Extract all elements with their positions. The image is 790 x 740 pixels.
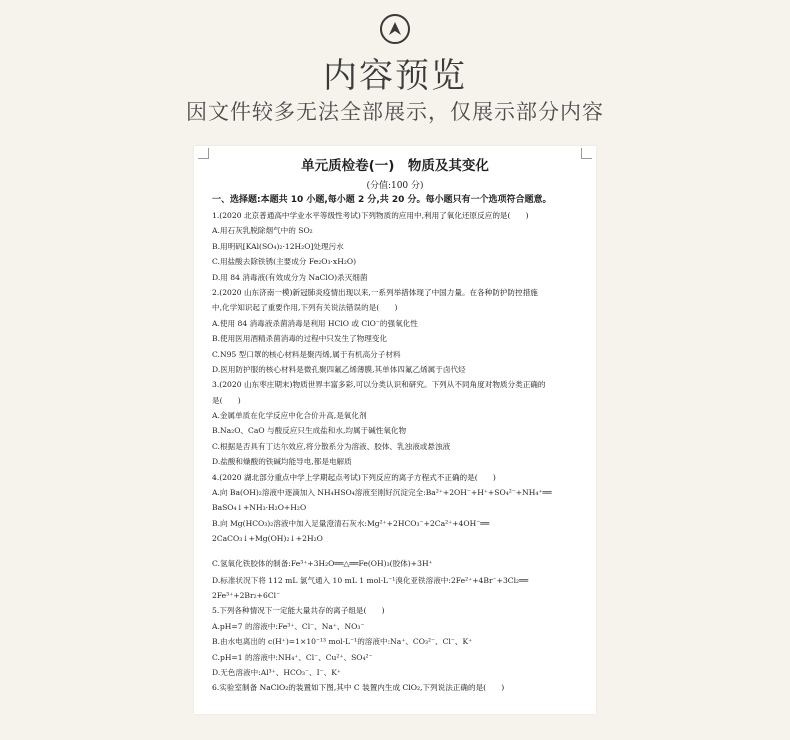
- option-line: BaSO₄↓+NH₃·H₂O+H₂O: [212, 503, 307, 513]
- option-line: B.向 Mg(HCO₃)₂溶液中加入足量澄清石灰水:Mg²⁺+2HCO₃⁻+2Ca²⁺+4OH⁻══: [212, 518, 490, 528]
- question-line: 2.(2020 山东济南一模)新冠肺炎疫情出现以来,一系列举措体现了中国力量。在各种防护防控措施: [212, 287, 538, 297]
- document-title: 单元质检卷(一) 物质及其变化: [301, 158, 489, 174]
- option-line: A.用石灰乳脱除烟气中的 SO₂: [212, 226, 313, 236]
- option-line: B.使用医用酒精杀菌消毒的过程中只发生了物理变化: [212, 334, 388, 344]
- option-line: C.根据是否具有丁达尔效应,将分散系分为溶液、胶体、乳浊液或悬浊液: [212, 441, 451, 451]
- option-line: B.由水电离出的 c(H⁺)=1×10⁻¹³ mol·L⁻¹的溶液中:Na⁺、CO₃²⁻、Cl⁻、K⁺: [212, 637, 473, 647]
- option-line: B.用明矾[KAl(SO₄)₂·12H₂O]处理污水: [212, 241, 344, 251]
- document-score: (分值:100 分): [366, 181, 424, 191]
- question-list: [212, 208, 584, 696]
- option-line: D.用 84 消毒液(有效成分为 NaClO)杀灭细菌: [212, 272, 368, 282]
- option-line: 2Fe³⁺+2Br₂+6Cl⁻: [212, 590, 281, 600]
- section-heading: 一、选择题:本题共 10 小题,每小题 2 分,共 20 分。每小题只有一个选项符合题意。: [212, 195, 552, 205]
- up-arrow-logo-icon: [380, 14, 410, 44]
- question-line: 是( ): [212, 395, 241, 405]
- question-line: 3.(2020 山东枣庄期末)物质世界丰富多彩,可以分类认识和研究。下列从不同角度对物质分类正确的: [212, 380, 546, 390]
- option-line: 2CaCO₃↓+Mg(OH)₂↓+2H₂O: [212, 534, 323, 544]
- option-line: A.pH=7 的溶液中:Fe³⁺、Cl⁻、Na⁺、NO₃⁻: [212, 621, 365, 631]
- question-line: 1.(2020 北京普通高中学业水平等级性考试)下列物质的应用中,利用了氧化还原反应的是( ): [212, 211, 529, 220]
- option-line: D.标准状况下将 112 mL 氯气通入 10 mL 1 mol·L⁻¹溴化亚铁溶液中:2Fe²⁺+4Br⁻+3Cl₂══: [212, 575, 529, 585]
- option-line: A.使用 84 消毒液杀菌消毒是利用 HClO 或 ClO⁻的强氧化性: [212, 318, 418, 328]
- option-line: D.盐酸和燥酸的铁碱均能导电,都是电解质: [212, 457, 352, 467]
- page-title: 内容预览: [323, 56, 467, 96]
- question-line: 中,化学知识起了重要作用,下列有关说法错误的是( ): [212, 303, 398, 313]
- document-preview: [194, 146, 596, 714]
- option-line: C.N95 型口罩的核心材料是聚丙烯,属于有机高分子材料: [212, 349, 401, 359]
- option-line: D.医用防护服的核心材料是微孔聚四氟乙烯薄膜,其单体四氟乙烯属于卤代烃: [212, 364, 466, 374]
- question-line: 5.下列各种情况下一定能大量共存的离子组是( ): [212, 606, 385, 616]
- question-line: 4.(2020 湖北部分重点中学上学期起点考试)下列反应的离子方程式不正确的是( ): [212, 472, 496, 482]
- option-line: D.无色溶液中:Al³⁺、HCO₃⁻、I⁻、K⁺: [212, 667, 341, 677]
- page-subtitle: 因文件较多无法全部展示，仅展示部分内容: [186, 100, 604, 124]
- option-line: B.Na₂O、CaO 与酸反应只生成盐和水,均属于碱性氧化物: [212, 426, 407, 436]
- option-line: C.pH=1 的溶液中:NH₄⁺、Cl⁻、Cu²⁺、SO₄²⁻: [212, 652, 373, 662]
- question-line: 6.实验室制备 NaClO₂的装置如下图,其中 C 装置内生成 ClO₂,下列说法正确的是( ): [212, 683, 505, 693]
- option-line: A.金属单质在化学反应中化合价升高,是氧化剂: [212, 411, 367, 421]
- option-line: C.用盐酸去除铁锈(主要成分 Fe₂O₃·xH₂O): [212, 257, 357, 267]
- option-line: C.氢氧化铁胶体的制备:Fe³⁺+3H₂O══△══Fe(OH)₃(胶体)+3H⁺: [212, 558, 433, 568]
- option-line: A.向 Ba(OH)₂溶液中逐滴加入 NH₄HSO₄溶液至刚好沉淀完全:Ba²⁺+2OH⁻+H⁺+SO₄²⁻+NH₄⁺══: [212, 488, 552, 498]
